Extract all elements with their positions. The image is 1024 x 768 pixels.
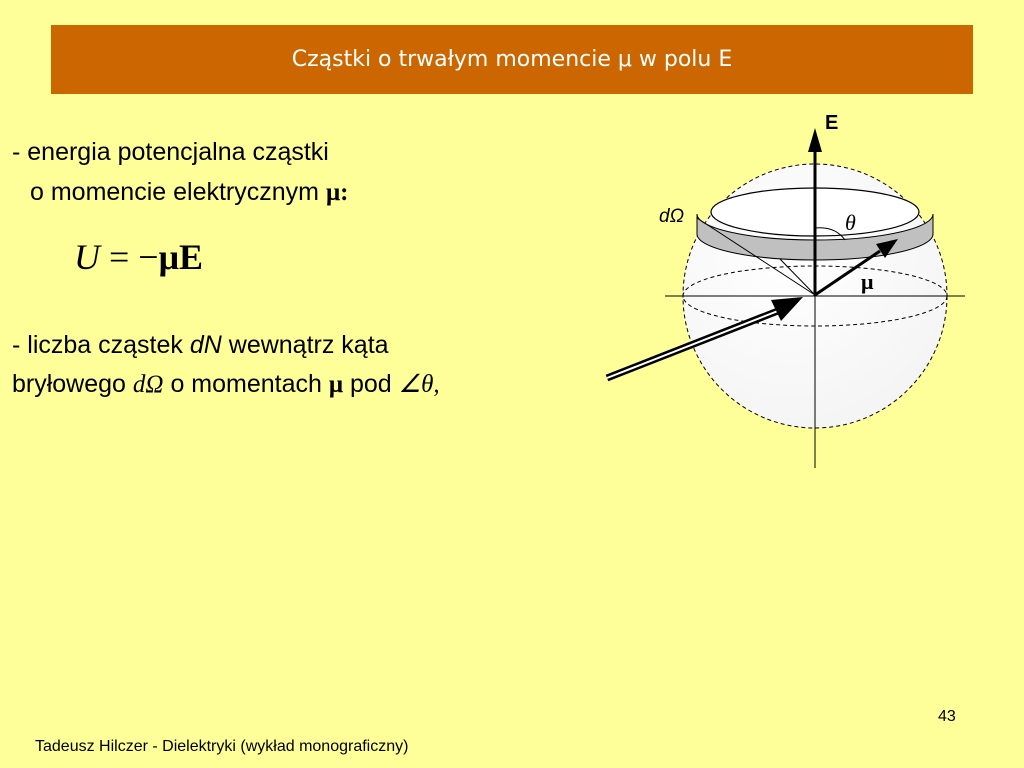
text-line-3-suffix: wewnątrz kąta [221, 331, 389, 359]
formula-lhs: U [74, 237, 100, 277]
page-number: 43 [938, 708, 956, 725]
angle-theta-symbol: ∠θ, [398, 371, 440, 398]
label-e: E [825, 112, 839, 134]
label-theta: θ [845, 210, 856, 235]
text-line-4-mid: o momentach [163, 370, 329, 398]
formula-rhs: μE [158, 237, 204, 277]
text-line-1: - energia potencjalna cząstki [12, 138, 329, 166]
text-line-3-prefix: - liczba cząstek [12, 331, 190, 359]
e-field-arrowhead [808, 128, 822, 152]
mu-symbol: μ: [325, 179, 349, 206]
text-line-2-text: o momencie elektrycznym [30, 178, 326, 206]
text-line-4-suffix: pod [343, 370, 399, 398]
dn-symbol: dN [189, 331, 222, 359]
text-line-4-prefix: bryłowego [12, 370, 133, 398]
formula-equals: = − [100, 237, 159, 277]
domega-symbol: dΩ [132, 371, 164, 398]
mu-symbol-2: μ [328, 371, 344, 398]
slide-title: Cząstki o trwałym momencie μ w polu E [291, 47, 733, 72]
footer-text: Tadeusz Hilczer - Dielektryki (wykład monograficzny) [35, 738, 409, 755]
label-mu: μ [861, 269, 874, 294]
label-domega: dΩ [659, 206, 685, 227]
